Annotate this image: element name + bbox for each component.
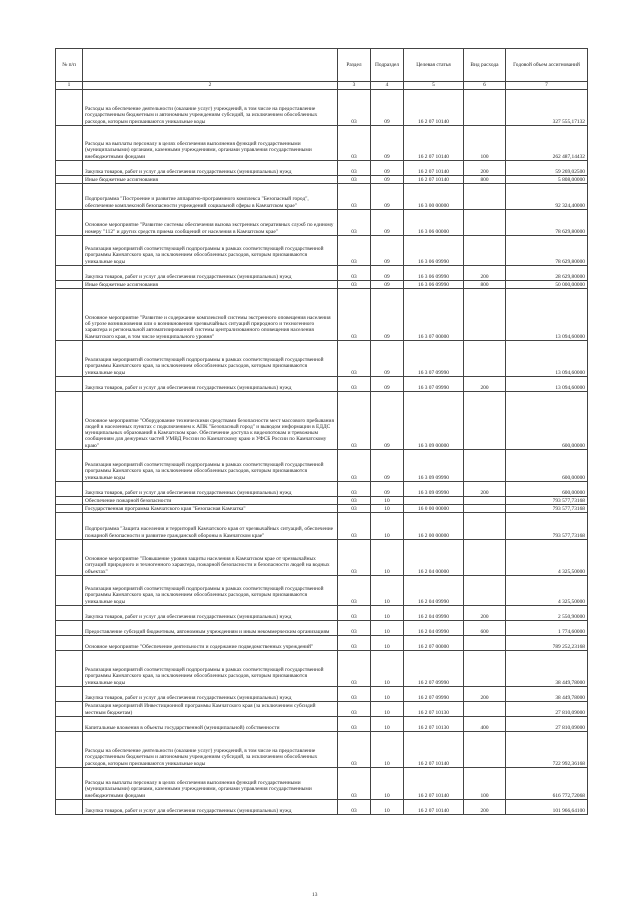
row-sum-cell: 38 449,78000 [506, 687, 588, 702]
row-name-cell: Расходы на выплаты персоналу в целях обеспечения выполнения функций государственными (муниципальными) органами, казенными учреждениями, органами управления государственными внебюджетными фондами [83, 126, 338, 161]
row-vr-cell [464, 732, 506, 768]
row-vr-cell [464, 513, 506, 540]
row-csr-cell: 16 3 06 09990 [404, 266, 464, 281]
header-csr: Целевая статья [404, 49, 464, 82]
row-sum-cell: 793 577,73168 [506, 497, 588, 505]
row-podrazdel-cell: 10 [371, 717, 404, 732]
row-razdel-cell: 03 [338, 281, 371, 289]
row-podrazdel-cell: 10 [371, 732, 404, 768]
column-number: 4 [371, 82, 404, 90]
table-row [56, 236, 588, 266]
row-razdel-cell: 03 [338, 651, 371, 687]
row-razdel-cell: 03 [338, 505, 371, 513]
table-row [56, 800, 588, 815]
row-csr-cell: 16 3 07 00000 [404, 289, 464, 341]
row-name-cell: Основное мероприятие "Развитие системы обеспечения вызова экстренных оперативных служб по единому номеру "112" и других средств приема сообщений от населения в Камчатском крае" [83, 210, 338, 236]
row-vr-cell: 200 [464, 687, 506, 702]
row-vr-cell: 200 [464, 377, 506, 392]
row-razdel-cell: 03 [338, 636, 371, 651]
row-num-cell [56, 161, 83, 176]
row-name-cell: Реализация мероприятий соответствующей подпрограммы в рамках соответствующей государственной программы Камчатского края, за исключением обособленных расходов, которым присваиваются уникальные коды [83, 341, 338, 377]
column-number-row [56, 82, 588, 90]
table-row [56, 702, 588, 717]
row-name-cell: Реализация мероприятий соответствующей подпрограммы в рамках соответствующей государственной программы Камчатского края, за исключением обособленных расходов, которым присваиваются уникальные коды [83, 450, 338, 482]
row-name-cell: Реализация мероприятий соответствующей подпрограммы в рамках соответствующей государственной программы Камчатского края, за исключением обособленных расходов, которым присваиваются уникальные коды [83, 651, 338, 687]
row-num-cell [56, 606, 83, 621]
row-razdel-cell: 03 [338, 341, 371, 377]
row-vr-cell [464, 702, 506, 717]
row-podrazdel-cell: 09 [371, 210, 404, 236]
row-num-cell [56, 732, 83, 768]
table-row [56, 377, 588, 392]
row-vr-cell: 600 [464, 621, 506, 636]
table-row [56, 651, 588, 687]
row-csr-cell: 16 3 06 09990 [404, 281, 464, 289]
row-razdel-cell: 03 [338, 450, 371, 482]
column-number: 5 [404, 82, 464, 90]
row-sum-cell: 78 629,80000 [506, 236, 588, 266]
row-num-cell [56, 281, 83, 289]
row-num-cell [56, 236, 83, 266]
row-sum-cell: 28 629,80000 [506, 266, 588, 281]
row-num-cell [56, 126, 83, 161]
row-num-cell [56, 450, 83, 482]
row-name-cell: Закупка товаров, работ и услуг для обеспечения государственных (муниципальных) нужд [83, 161, 338, 176]
row-csr-cell: 16 2 07 10140 [404, 732, 464, 768]
row-vr-cell [464, 651, 506, 687]
row-vr-cell [464, 210, 506, 236]
row-csr-cell: 16 3 06 09990 [404, 236, 464, 266]
table-row [56, 606, 588, 621]
table-row [56, 505, 588, 513]
row-csr-cell: 16 2 07 10140 [404, 768, 464, 800]
table-header-row [56, 49, 588, 82]
row-podrazdel-cell: 10 [371, 768, 404, 800]
row-csr-cell: 16 2 07 10140 [404, 176, 464, 184]
row-num-cell [56, 341, 83, 377]
row-razdel-cell: 03 [338, 90, 371, 126]
row-razdel-cell: 03 [338, 702, 371, 717]
row-vr-cell [464, 184, 506, 210]
row-sum-cell: 27 810,09000 [506, 717, 588, 732]
row-podrazdel-cell: 09 [371, 392, 404, 450]
row-sum-cell: 101 966,64100 [506, 800, 588, 815]
row-csr-cell: 16 2 07 00000 [404, 636, 464, 651]
row-podrazdel-cell: 10 [371, 576, 404, 606]
table-row [56, 90, 588, 126]
row-csr-cell: 16 3 09 09990 [404, 450, 464, 482]
row-razdel-cell: 03 [338, 236, 371, 266]
row-name-cell: Предоставление субсидий бюджетным, автономным учреждениям и иным некоммерческим организациям [83, 621, 338, 636]
row-sum-cell: 5 808,00000 [506, 176, 588, 184]
column-number: 7 [506, 82, 588, 90]
row-podrazdel-cell: 09 [371, 236, 404, 266]
row-vr-cell: 200 [464, 482, 506, 497]
row-csr-cell: 16 2 07 09990 [404, 651, 464, 687]
column-number: 1 [56, 82, 83, 90]
budget-table-sheet [55, 48, 587, 815]
row-name-cell: Подпрограмма "Защита населения и территорий Камчатского края от чрезвычайных ситуаций, обеспечение пожарной безопасности и развитие гражданской обороны в Камчатском крае" [83, 513, 338, 540]
row-vr-cell: 200 [464, 606, 506, 621]
row-num-cell [56, 176, 83, 184]
row-vr-cell: 800 [464, 176, 506, 184]
row-name-cell: Закупка товаров, работ и услуг для обеспечения государственных (муниципальных) нужд [83, 377, 338, 392]
row-sum-cell: 722 992,36168 [506, 732, 588, 768]
row-num-cell [56, 289, 83, 341]
table-row [56, 497, 588, 505]
row-num-cell [56, 687, 83, 702]
budget-table [55, 48, 588, 815]
row-name-cell: Реализация мероприятий соответствующей подпрограммы в рамках соответствующей государственной программы Камчатского края, за исключением обособленных расходов, которым присваиваются уникальные коды [83, 576, 338, 606]
row-num-cell [56, 377, 83, 392]
row-num-cell [56, 90, 83, 126]
row-name-cell: Основное мероприятие "Обеспечение деятельности и содержание подведомственных учреждений" [83, 636, 338, 651]
row-podrazdel-cell: 10 [371, 505, 404, 513]
row-vr-cell [464, 90, 506, 126]
row-num-cell [56, 651, 83, 687]
row-vr-cell: 100 [464, 768, 506, 800]
row-num-cell [56, 497, 83, 505]
table-row [56, 176, 588, 184]
row-razdel-cell: 03 [338, 621, 371, 636]
row-csr-cell: 16 3 07 09990 [404, 341, 464, 377]
row-razdel-cell: 03 [338, 377, 371, 392]
row-sum-cell: 2 550,90000 [506, 606, 588, 621]
row-name-cell: Закупка товаров, работ и услуг для обеспечения государственных (муниципальных) нужд [83, 482, 338, 497]
row-podrazdel-cell: 10 [371, 513, 404, 540]
row-sum-cell: 59 269,02500 [506, 161, 588, 176]
row-razdel-cell: 03 [338, 768, 371, 800]
header-name [83, 49, 338, 82]
table-row [56, 161, 588, 176]
row-csr-cell: 16 2 07 10130 [404, 702, 464, 717]
row-num-cell [56, 184, 83, 210]
table-row [56, 184, 588, 210]
row-vr-cell [464, 289, 506, 341]
row-sum-cell: 50 000,00000 [506, 281, 588, 289]
header-razdel: Раздел [338, 49, 371, 82]
row-vr-cell: 200 [464, 800, 506, 815]
row-vr-cell: 200 [464, 161, 506, 176]
row-sum-cell: 78 629,80000 [506, 210, 588, 236]
row-csr-cell: 16 2 04 00000 [404, 540, 464, 576]
column-number: 2 [83, 82, 338, 90]
row-csr-cell: 16 3 06 00000 [404, 210, 464, 236]
row-csr-cell: 16 3 07 09990 [404, 377, 464, 392]
row-vr-cell [464, 341, 506, 377]
row-num-cell [56, 210, 83, 236]
row-razdel-cell: 03 [338, 540, 371, 576]
table-row [56, 768, 588, 800]
row-sum-cell: 1 774,60000 [506, 621, 588, 636]
row-vr-cell [464, 636, 506, 651]
row-name-cell: Государственная программа Камчатского края "Безопасная Камчатка" [83, 505, 338, 513]
row-sum-cell: 616 772,72068 [506, 768, 588, 800]
table-row [56, 576, 588, 606]
column-number: 3 [338, 82, 371, 90]
row-name-cell: Закупка товаров, работ и услуг для обеспечения государственных (муниципальных) нужд [83, 800, 338, 815]
row-csr-cell: 16 2 07 09990 [404, 687, 464, 702]
row-podrazdel-cell: 09 [371, 281, 404, 289]
row-vr-cell: 800 [464, 281, 506, 289]
row-podrazdel-cell: 09 [371, 184, 404, 210]
row-csr-cell [404, 497, 464, 505]
row-num-cell [56, 266, 83, 281]
row-num-cell [56, 576, 83, 606]
table-row [56, 266, 588, 281]
row-csr-cell: 16 3 09 00000 [404, 392, 464, 450]
row-razdel-cell: 03 [338, 717, 371, 732]
row-csr-cell: 16 2 07 10130 [404, 717, 464, 732]
row-podrazdel-cell: 09 [371, 176, 404, 184]
row-name-cell: Основное мероприятие "Оборудование техническими средствами безопасности мест массового пребывания людей в населенных пунктах с подключением к АПК "Безопасный город" и выводом информации в ЕДДС муниципальных образований в Камчатском крае. Обеспечение доступа к видеопотокам и тревожным сообщениям для дежурных частей УМВД России по Камчатскому краю и УФСБ России по Камчатскому краю" [83, 392, 338, 450]
row-razdel-cell: 03 [338, 392, 371, 450]
row-num-cell [56, 768, 83, 800]
row-podrazdel-cell: 10 [371, 651, 404, 687]
row-vr-cell [464, 392, 506, 450]
row-csr-cell: 16 2 07 10140 [404, 800, 464, 815]
row-sum-cell: 789 252,23168 [506, 636, 588, 651]
row-num-cell [56, 621, 83, 636]
row-podrazdel-cell: 10 [371, 621, 404, 636]
row-razdel-cell: 03 [338, 176, 371, 184]
row-name-cell: Расходы на выплаты персоналу в целях обеспечения выполнения функций государственными (муниципальными) органами, казенными учреждениями, органами управления государственными внебюджетными фондами [83, 768, 338, 800]
page-number: 13 [312, 892, 318, 898]
row-vr-cell: 100 [464, 126, 506, 161]
table-row [56, 540, 588, 576]
row-vr-cell [464, 236, 506, 266]
row-name-cell: Основное мероприятие "Развитие и содержание комплексной системы экстренного оповещения населения об угрозе возникновения или о возникновении чрезвычайных ситуаций природного и техногенного характера и региональной автоматизированной системы централизованного оповещения населения Камчатского края, в том числе муниципального уровня" [83, 289, 338, 341]
row-name-cell: Иные бюджетные ассигнования [83, 281, 338, 289]
row-num-cell [56, 482, 83, 497]
row-sum-cell: 327 555,17132 [506, 90, 588, 126]
row-csr-cell: 16 3 09 09990 [404, 482, 464, 497]
row-vr-cell: 400 [464, 717, 506, 732]
row-vr-cell [464, 540, 506, 576]
row-sum-cell: 13 094,60000 [506, 377, 588, 392]
row-sum-cell: 4 325,50000 [506, 576, 588, 606]
row-name-cell: Обеспечение пожарной безопасности [83, 497, 338, 505]
row-vr-cell: 200 [464, 266, 506, 281]
row-razdel-cell: 03 [338, 266, 371, 281]
row-podrazdel-cell: 10 [371, 540, 404, 576]
row-podrazdel-cell: 09 [371, 161, 404, 176]
row-name-cell: Подпрограмма "Построение и развитие аппаратно-программного комплекса "Безопасный город", обеспечение комплексной безопасности учреждений социальной сферы в Камчатском крае" [83, 184, 338, 210]
table-row [56, 732, 588, 768]
row-podrazdel-cell: 09 [371, 266, 404, 281]
row-razdel-cell: 03 [338, 497, 371, 505]
table-row [56, 621, 588, 636]
row-num-cell [56, 540, 83, 576]
row-csr-cell: 16 2 04 09990 [404, 606, 464, 621]
row-podrazdel-cell: 10 [371, 687, 404, 702]
row-razdel-cell: 03 [338, 184, 371, 210]
header-vr: Вид расхода [464, 49, 506, 82]
row-razdel-cell: 03 [338, 732, 371, 768]
row-sum-cell: 600,00000 [506, 450, 588, 482]
row-sum-cell: 27 810,09000 [506, 702, 588, 717]
row-razdel-cell: 03 [338, 482, 371, 497]
row-num-cell [56, 702, 83, 717]
row-name-cell: Реализация мероприятий соответствующей подпрограммы в рамках соответствующей государственной программы Камчатского края, за исключением обособленных расходов, которым присваиваются уникальные коды [83, 236, 338, 266]
row-sum-cell: 92 324,40000 [506, 184, 588, 210]
row-name-cell: Закупка товаров, работ и услуг для обеспечения государственных (муниципальных) нужд [83, 266, 338, 281]
row-sum-cell: 13 094,60000 [506, 289, 588, 341]
row-podrazdel-cell: 09 [371, 90, 404, 126]
header-num: № п/п [56, 49, 83, 82]
row-csr-cell: 16 2 04 09990 [404, 576, 464, 606]
row-sum-cell: 38 449,78000 [506, 651, 588, 687]
table-row [56, 210, 588, 236]
row-num-cell [56, 392, 83, 450]
row-name-cell: Расходы на обеспечение деятельности (оказание услуг) учреждений, в том числе на предоставление государственным бюджетным и автономным учреждениям субсидий, за исключением обособленных расходов, которым присваиваются уникальные коды [83, 90, 338, 126]
row-podrazdel-cell: 10 [371, 606, 404, 621]
row-sum-cell: 262 487,14432 [506, 126, 588, 161]
table-row [56, 482, 588, 497]
row-podrazdel-cell: 10 [371, 800, 404, 815]
row-csr-cell: 16 2 00 00000 [404, 513, 464, 540]
row-num-cell [56, 636, 83, 651]
row-podrazdel-cell: 10 [371, 497, 404, 505]
row-vr-cell [464, 450, 506, 482]
row-podrazdel-cell: 09 [371, 450, 404, 482]
row-num-cell [56, 717, 83, 732]
row-name-cell: Расходы на обеспечение деятельности (оказание услуг) учреждений, в том числе на предоставление государственным бюджетным и автономным учреждениям субсидий, за исключением обособленных расходов, которым присваиваются уникальные коды [83, 732, 338, 768]
row-razdel-cell: 03 [338, 687, 371, 702]
row-razdel-cell: 03 [338, 606, 371, 621]
table-row [56, 281, 588, 289]
row-podrazdel-cell: 10 [371, 702, 404, 717]
table-row [56, 126, 588, 161]
row-sum-cell: 4 325,50000 [506, 540, 588, 576]
row-num-cell [56, 513, 83, 540]
row-vr-cell [464, 576, 506, 606]
row-name-cell: Закупка товаров, работ и услуг для обеспечения государственных (муниципальных) нужд [83, 606, 338, 621]
row-podrazdel-cell: 09 [371, 377, 404, 392]
row-num-cell [56, 505, 83, 513]
row-sum-cell: 600,00000 [506, 482, 588, 497]
row-razdel-cell: 03 [338, 210, 371, 236]
row-csr-cell: 16 2 07 10140 [404, 126, 464, 161]
row-sum-cell: 13 094,60000 [506, 341, 588, 377]
row-podrazdel-cell: 09 [371, 482, 404, 497]
table-row [56, 392, 588, 450]
row-csr-cell: 16 2 07 10140 [404, 161, 464, 176]
table-row [56, 636, 588, 651]
row-podrazdel-cell: 09 [371, 289, 404, 341]
row-razdel-cell: 03 [338, 161, 371, 176]
row-podrazdel-cell: 09 [371, 126, 404, 161]
header-podrazdel: Подраздел [371, 49, 404, 82]
row-sum-cell: 793 577,73168 [506, 505, 588, 513]
row-razdel-cell: 03 [338, 126, 371, 161]
row-vr-cell [464, 505, 506, 513]
row-razdel-cell: 03 [338, 289, 371, 341]
row-name-cell: Иные бюджетные ассигнования [83, 176, 338, 184]
row-csr-cell: 16 2 07 10140 [404, 90, 464, 126]
row-razdel-cell: 03 [338, 513, 371, 540]
table-row [56, 450, 588, 482]
row-num-cell [56, 800, 83, 815]
row-csr-cell: 16 0 00 00000 [404, 505, 464, 513]
table-row [56, 687, 588, 702]
row-csr-cell: 16 3 00 00000 [404, 184, 464, 210]
row-razdel-cell: 03 [338, 800, 371, 815]
table-row [56, 289, 588, 341]
row-vr-cell [464, 497, 506, 505]
column-number: 6 [464, 82, 506, 90]
row-csr-cell: 16 2 04 09990 [404, 621, 464, 636]
table-row [56, 513, 588, 540]
row-razdel-cell: 03 [338, 576, 371, 606]
row-name-cell: Капитальные вложения в объекты государственной (муниципальной) собственности [83, 717, 338, 732]
table-row [56, 341, 588, 377]
row-name-cell: Реализация мероприятий Инвестиционной программы Камчатского края (за исключением субсидий местным бюджетам) [83, 702, 338, 717]
row-sum-cell: 600,00000 [506, 392, 588, 450]
row-name-cell: Закупка товаров, работ и услуг для обеспечения государственных (муниципальных) нужд [83, 687, 338, 702]
header-sum: Годовой объем ассигнований [506, 49, 588, 82]
row-podrazdel-cell: 09 [371, 341, 404, 377]
table-row [56, 717, 588, 732]
row-name-cell: Основное мероприятие "Повышение уровня защиты населения в Камчатском крае от чрезвычайных ситуаций природного и техногенного характера, пожарной безопасности и безопасности людей на водных объектах" [83, 540, 338, 576]
row-sum-cell: 793 577,73168 [506, 513, 588, 540]
row-podrazdel-cell: 10 [371, 636, 404, 651]
